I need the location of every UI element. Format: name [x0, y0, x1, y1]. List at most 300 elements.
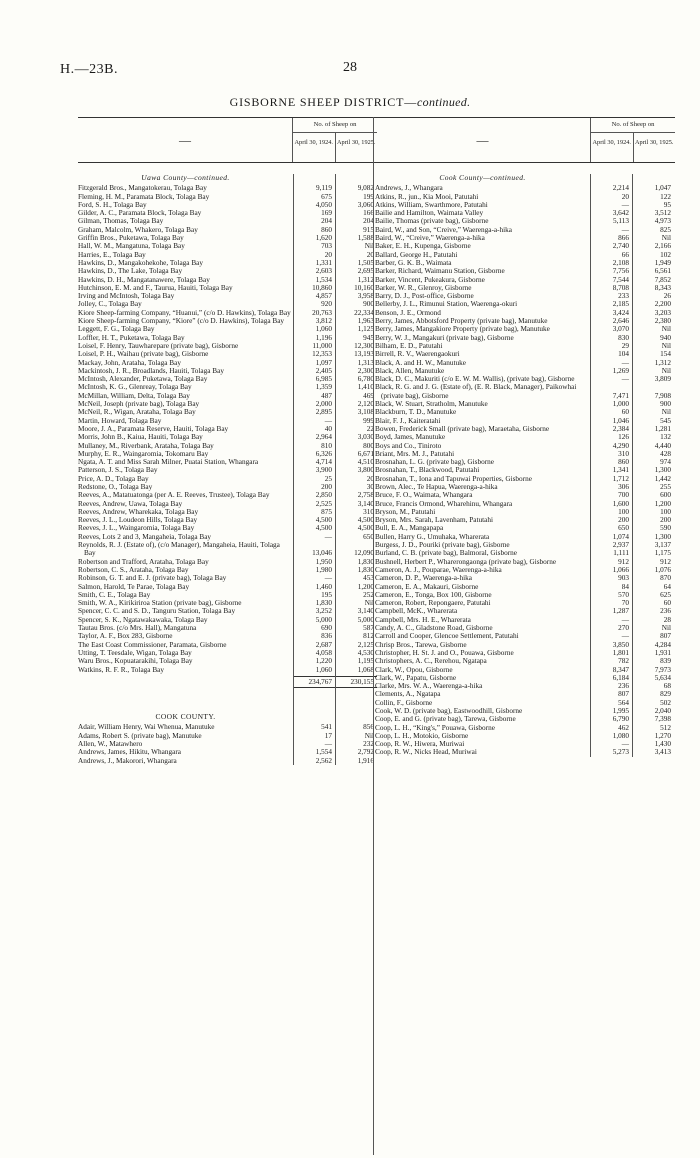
sheep-1925: 4,284 [654, 640, 671, 649]
table-row [78, 516, 377, 524]
sheep-1925: 3,809 [654, 375, 671, 384]
holder-name: Berry, James, Mangakiore Property (private bag), Manutuke [375, 325, 550, 334]
table-row [78, 408, 377, 416]
sheep-1924: 13,046 [312, 549, 332, 558]
sheep-1925: 4,500 [357, 524, 374, 533]
sheep-1925: 60 [663, 599, 671, 608]
table-row [375, 433, 675, 441]
sheep-1925: 12,300 [354, 341, 374, 350]
table-row [78, 259, 377, 267]
table-row [78, 251, 377, 259]
table-row [78, 483, 377, 491]
sheep-1925: 999 [363, 416, 374, 425]
holder-name: Black, W. Stuart, Stratholm, Manutuke [375, 400, 488, 409]
holder-name: Hawkins, D. H., Mangatanawere, Tolaga Bay [78, 275, 210, 284]
table-row [78, 400, 377, 408]
sheep-1925: 1,916 [357, 756, 374, 765]
holder-name: Cameron, A. J., Pouparae, Waerenga-a-hika [375, 565, 502, 574]
table-row [375, 375, 675, 383]
sheep-1925: 2,200 [654, 300, 671, 309]
sheep-1924: 920 [321, 300, 332, 309]
sheep-1925: 1,200 [357, 582, 374, 591]
holder-name: Reynolds, R. J. (Estate of), (c/o Manager), Mangaheia, Hauiti, Tolaga Bay [78, 541, 280, 558]
holder-name: Atkins, William, Swarthmore, Patutahi [375, 200, 488, 209]
holder-name: Benson, J. E., Ormond [375, 308, 441, 317]
left-rows-cook [78, 723, 377, 764]
sheep-1924: 70 [621, 599, 629, 608]
table-row [78, 367, 377, 375]
holder-name: Black, Allen, Manutuke [375, 366, 445, 375]
sheep-1924: 700 [618, 491, 629, 500]
table-row [375, 641, 675, 649]
table-row [78, 217, 377, 225]
sheep-1925: 900 [660, 400, 671, 409]
table-row [375, 500, 675, 508]
sheep-1925: 650 [363, 532, 374, 541]
sheep-1925: 1,047 [654, 184, 671, 193]
holder-name: Briant, Mrs. M. J., Patutahi [375, 449, 455, 458]
sheep-1925: Nil [661, 366, 671, 375]
sheep-1925: 12,090 [354, 549, 374, 558]
holder-name: Jolley, C., Tolaga Bay [78, 300, 142, 309]
holder-name: McIntosh, K. G., Glenreay, Tolaga Bay [78, 383, 192, 392]
sheep-1925: 22 [366, 424, 374, 433]
holder-name: Black, R. G. and J. G. (Estate of), (E. R. Black, Manager), Paikowhai (private bag), Gisborne [375, 383, 577, 400]
holder-name: Reeves, J. L., Loudeon Hills, Tolaga Bay [78, 516, 198, 525]
sheep-1925: 2,792 [357, 748, 374, 757]
table-row [78, 383, 377, 391]
sheep-1924: 6,790 [612, 715, 629, 724]
table-row [78, 500, 377, 508]
holder-name: Berry, W. J., Mangakuri (private bag), Gisborne [375, 333, 514, 342]
table-row [375, 234, 675, 242]
sheep-1924: 1,460 [315, 582, 332, 591]
sheep-1925: 807 [660, 632, 671, 641]
table-row [375, 383, 675, 400]
holder-name: Birrell, R. V., Waerengaokuri [375, 350, 460, 359]
sheep-1924: 7,471 [612, 391, 629, 400]
table-row [78, 334, 377, 342]
holder-name: Robinson, G. T. and E. J. (private bag), Tolaga Bay [78, 574, 227, 583]
table-header [78, 117, 377, 163]
table-row [78, 583, 377, 591]
sheep-1924: 1,950 [315, 557, 332, 566]
sheep-1924: 20 [621, 192, 629, 201]
table-row [78, 193, 377, 201]
holder-name: McNeil, R., Wigan, Arataha, Tolaga Bay [78, 408, 196, 417]
sheep-1924: — [324, 574, 332, 583]
total-1924: 234,767 [293, 676, 335, 688]
sheep-1925: 2,380 [654, 317, 671, 326]
table-row [375, 475, 675, 483]
table-row [78, 748, 377, 756]
sheep-1925: 839 [660, 657, 671, 666]
sheep-1925: Nil [661, 341, 671, 350]
sheep-1925: 825 [660, 225, 671, 234]
table-row [375, 342, 675, 350]
holder-name: Campbell, Mrs. H. E., Wharerata [375, 615, 471, 624]
holder-name: Hall, W. M., Mangatuna, Tolaga Bay [78, 242, 185, 251]
table-row [375, 309, 675, 317]
table-row [375, 259, 675, 267]
holder-name: Clements, A., Ngatapa [375, 690, 441, 699]
sheep-1925: 236 [660, 607, 671, 616]
holder-name: Coop, L. H., Motokio, Gisborne [375, 731, 469, 740]
sheep-1924: 1,980 [315, 565, 332, 574]
sheep-1924: 5,273 [612, 748, 629, 757]
sheep-1924: 84 [621, 582, 629, 591]
sheep-1925: 252 [363, 590, 374, 599]
holder-name: Smith, W. A., Kirikiriroa Station (private bag), Gisborne [78, 599, 242, 608]
table-row [78, 359, 377, 367]
table-row [78, 466, 377, 474]
sheep-1924: 1,712 [612, 474, 629, 483]
total-row [78, 676, 377, 688]
sheep-1924: 860 [618, 458, 629, 467]
table-row [78, 276, 377, 284]
sheep-1924: 2,405 [315, 366, 332, 375]
sheep-1925: 122 [660, 192, 671, 201]
sheep-1924: 1,220 [315, 657, 332, 666]
sheep-1924: 810 [321, 441, 332, 450]
holder-name: Baird, W., “Creive,” Waerenga-a-hika [375, 234, 485, 243]
sheep-1924: 541 [321, 723, 332, 732]
sheep-1925: 3,140 [357, 499, 374, 508]
sheep-1925: 1,300 [654, 532, 671, 541]
holder-name: Spencer, S. K., Ngatawakawaka, Tolaga Bay [78, 615, 208, 624]
table-row [78, 524, 377, 532]
page-title [0, 95, 700, 110]
holder-name: Coop, E. and G. (private bag), Tarewa, Gisborne [375, 715, 516, 724]
sheep-1924: 270 [618, 624, 629, 633]
sheep-1925: 3,512 [654, 209, 671, 218]
holder-name: Clark, W., Opou, Gisborne [375, 665, 453, 674]
sheep-1924: — [324, 740, 332, 748]
holder-name: Coop, R. W., Nicks Head, Muriwai [375, 748, 477, 757]
table-row [78, 300, 377, 308]
holder-name: Spencer, C. C. and S. D., Tanguru Station, Tolaga Bay [78, 607, 236, 616]
holder-name: Christophers, A. C., Rerehou, Ngatapa [375, 657, 487, 666]
holder-name: Mullaney, M., Riverbank, Arataha, Tolaga Bay [78, 441, 214, 450]
sheep-1924: 782 [618, 657, 629, 666]
table-row [78, 574, 377, 582]
sheep-1924: 4,500 [315, 516, 332, 525]
table-row [78, 317, 377, 325]
holder-name: Ballard, George H., Patutahi [375, 250, 458, 259]
holder-name: Loisel, P. H., Waihau (private bag), Gisborne [78, 350, 209, 359]
sheep-1925: 428 [660, 449, 671, 458]
table-row [78, 607, 377, 615]
holder-name: Irving and McIntosh, Tolaga Bay [78, 292, 175, 301]
table-row [78, 309, 377, 317]
table-row [375, 400, 675, 408]
holder-name: Harries, E., Tolaga Bay [78, 250, 146, 259]
holder-name: Martin, Howard, Tolaga Bay [78, 416, 162, 425]
sheep-1925: 1,068 [357, 665, 374, 674]
holder-name: Taylor, A. F., Box 283, Gisborne [78, 632, 173, 641]
sheep-1925: 453 [363, 574, 374, 583]
sheep-1924: 1,830 [315, 599, 332, 608]
sheep-1925: 912 [660, 557, 671, 566]
sheep-1925: 587 [363, 624, 374, 633]
sheep-1924: 40 [324, 424, 332, 433]
report-code: H.—23B. [60, 62, 118, 77]
sheep-1925: 3,030 [357, 433, 374, 442]
sheep-1924: 3,070 [612, 325, 629, 334]
table-row [375, 267, 675, 275]
table-row [78, 757, 377, 765]
holder-name: Barker, Richard, Waimanu Station, Gisborne [375, 267, 505, 276]
holder-name: Boyd, James, Manutuke [375, 433, 446, 442]
holder-name: Morris, John B., Kaiua, Hauiti, Tolaga Bay [78, 433, 203, 442]
table-row [375, 242, 675, 250]
table-row [375, 193, 675, 201]
table-row [375, 607, 675, 615]
table-row [375, 533, 675, 541]
table-row [375, 657, 675, 665]
sheep-1925: 1,300 [654, 466, 671, 475]
sheep-1925: 68 [663, 682, 671, 691]
sheep-1924: 6,985 [315, 375, 332, 384]
sheep-1925: 829 [660, 690, 671, 699]
sheep-1924: 903 [618, 574, 629, 583]
sheep-1925: Nil [661, 624, 671, 633]
holder-name: Reeves, J. L., Waingaromia, Tolaga Bay [78, 524, 195, 533]
sheep-1925: 2,695 [357, 267, 374, 276]
sheep-1924: 66 [621, 250, 629, 259]
table-row [375, 201, 675, 209]
sheep-1924: — [621, 225, 629, 234]
sheep-1925: 1,270 [654, 731, 671, 740]
table-row [375, 724, 675, 732]
sheep-1925: 3,958 [357, 292, 374, 301]
sheep-1925: 870 [660, 574, 671, 583]
table-row [78, 591, 377, 599]
group-header: No. of Sheep on [591, 118, 675, 133]
table-row [375, 292, 675, 300]
holder-name: Reeves, A., Matatuatonga (per A. E. Reeves, Trustee), Tolaga Bay [78, 491, 270, 500]
table-row [78, 201, 377, 209]
holder-name: Allen, W., Matawhero [78, 740, 143, 748]
holder-name: Clark, W., Papatu, Gisborne [375, 673, 457, 682]
sheep-1924: 836 [321, 632, 332, 641]
sheep-1925: 20 [366, 250, 374, 259]
sheep-1924: 2,214 [612, 184, 629, 193]
table-row [375, 715, 675, 723]
holder-name: Loisel, F. Henry, Tauwharepare (private bag), Gisborne [78, 341, 239, 350]
sheep-1924: — [621, 740, 629, 749]
holder-name: Collin, F., Gisborne [375, 698, 433, 707]
section-heading: Cook County—continued. [439, 173, 526, 182]
holder-name: Blair, F. J., Kaiteratahi [375, 416, 441, 425]
right-column [375, 117, 675, 1155]
table-header-right [375, 117, 675, 163]
table-row [78, 325, 377, 333]
table-row [375, 442, 675, 450]
table-row [375, 184, 675, 192]
sheep-1924: 29 [621, 341, 629, 350]
sheep-1924: — [621, 615, 629, 624]
sheep-1925: Nil [661, 234, 671, 243]
sheep-1924: 20 [324, 250, 332, 259]
sheep-1924: 1,359 [315, 383, 332, 392]
holder-name: Boys and Co., Tiniroto [375, 441, 442, 450]
sheep-1924: 1,801 [612, 648, 629, 657]
sheep-1924: 6,326 [315, 449, 332, 458]
table-row [375, 516, 675, 524]
sheep-1924: 1,600 [612, 499, 629, 508]
table-row [78, 417, 377, 425]
sheep-1925: 502 [660, 698, 671, 707]
page-number: 28 [343, 60, 357, 75]
table-row [78, 392, 377, 400]
sheep-1925: 3,137 [654, 541, 671, 550]
sheep-1925: 5,634 [654, 673, 671, 682]
sheep-1925: 945 [363, 333, 374, 342]
holder-name: Andrews, J., Whangara [375, 184, 443, 193]
holder-name: Baird, W., and Son, “Creive,” Waerenga-a-hika [375, 225, 512, 234]
table-row [78, 541, 377, 558]
sheep-1925: 7,908 [654, 391, 671, 400]
table-row [375, 300, 675, 308]
sheep-1924: 2,850 [315, 491, 332, 500]
right-rows [375, 184, 675, 756]
header-dash: — [375, 118, 591, 162]
sheep-1925: 800 [363, 441, 374, 450]
sheep-1924: 9,119 [315, 184, 332, 193]
sheep-1925: 3,140 [357, 607, 374, 616]
table-row [78, 450, 377, 458]
sheep-1924: 4,050 [315, 200, 332, 209]
right-table-body [375, 174, 675, 757]
sheep-1925: 6,780 [357, 375, 374, 384]
sheep-1925: 1,281 [654, 424, 671, 433]
holder-name: Bryson, M., Patutahi [375, 507, 436, 516]
table-row [78, 599, 377, 607]
table-row [78, 616, 377, 624]
sheep-1925: 2,166 [654, 242, 671, 251]
table-row [78, 226, 377, 234]
table-row [78, 740, 377, 748]
sheep-1925: 6,671 [357, 449, 374, 458]
left-column [78, 117, 377, 1155]
sheep-1925: Nil [364, 599, 374, 608]
table-row [78, 558, 377, 566]
holder-name: Brosnahan, L. G. (private bag), Gisborne [375, 458, 494, 467]
table-row [375, 682, 675, 690]
holder-name: Griffin Bros., Puketawa, Tolaga Bay [78, 234, 184, 243]
holder-name: Brosnahan, T., Iona and Tapuwai Properties, Gisborne [375, 474, 532, 483]
sheep-1925: 2,040 [654, 707, 671, 715]
sheep-1925: 26 [663, 292, 671, 301]
sheep-1924: 2,740 [612, 242, 629, 251]
table-row [375, 450, 675, 458]
sheep-1925: 2,125 [357, 640, 374, 649]
holder-name: Clarke, Mrs. W. A., Waerenga-a-hika [375, 682, 483, 691]
table-row [78, 292, 377, 300]
sheep-1925: 3,108 [357, 408, 374, 417]
sheep-1924: 2,937 [612, 541, 629, 550]
table-row [375, 408, 675, 416]
sheep-1924: 2,108 [612, 258, 629, 267]
holder-name: The East Coast Commissioner, Paramata, Gisborne [78, 640, 227, 649]
sheep-1925: 10,160 [354, 283, 374, 292]
holder-name: Andrews, James, Hikitu, Whangara [78, 748, 181, 757]
sheep-1925: 812 [363, 632, 374, 641]
sheep-1924: 1,341 [612, 466, 629, 475]
sheep-1925: 915 [363, 225, 374, 234]
sheep-1925: 28 [663, 615, 671, 624]
table-row [78, 657, 377, 665]
sheep-1925: 1,963 [357, 317, 374, 326]
sheep-1924: 570 [618, 590, 629, 599]
table-row [78, 342, 377, 350]
holder-name: Brosnahan, T., Blackwood, Patutahi [375, 466, 480, 475]
table-row [375, 251, 675, 259]
sheep-1924: 4,290 [612, 441, 629, 450]
sheep-1924: 1,995 [612, 707, 629, 715]
sheep-1924: 830 [618, 333, 629, 342]
sheep-1924: 104 [618, 350, 629, 359]
holder-name: Coop, R. W., Hiwera, Muriwai [375, 740, 465, 749]
holder-name: Patterson, J. S., Tolaga Bay [78, 466, 158, 475]
sheep-1924: 3,642 [612, 209, 629, 218]
holder-name: Murphy, E. R., Waingaromia, Tokomaru Bay [78, 449, 209, 458]
sheep-1925: 545 [660, 416, 671, 425]
table-row [375, 541, 675, 549]
sheep-1924: 2,562 [315, 756, 332, 765]
sheep-1924: 4,857 [315, 292, 332, 301]
sheep-1925: 1,949 [654, 258, 671, 267]
sheep-1924: 564 [618, 698, 629, 707]
holder-name: Mackay, John, Arataha, Tolaga Bay [78, 358, 181, 367]
table-row [375, 674, 675, 682]
sheep-1925: 1,830 [357, 557, 374, 566]
table-row [375, 616, 675, 624]
holder-name: Waru Bros., Kopuatarakihi, Tolaga Bay [78, 657, 193, 666]
sheep-1925: 1,125 [357, 325, 374, 334]
table-row [375, 367, 675, 375]
table-row [78, 375, 377, 383]
section-heading-cook: COOK COUNTY. [155, 712, 216, 722]
left-table-body [78, 174, 377, 765]
table-row [78, 284, 377, 292]
sheep-1925: 1,830 [357, 565, 374, 574]
sheep-1924: 1,554 [315, 748, 332, 757]
sheep-1925: 64 [663, 582, 671, 591]
sheep-1925: 3,413 [654, 748, 671, 757]
sheep-1924: 5,000 [315, 615, 332, 624]
sheep-1924: 1,074 [612, 532, 629, 541]
sheep-1925: 600 [660, 491, 671, 500]
sheep-1925: 4,973 [654, 217, 671, 226]
holder-name: Black, A. and H. W., Manutuke [375, 358, 467, 367]
sheep-1925: 310 [363, 507, 374, 516]
sheep-1924: 2,895 [315, 408, 332, 417]
table-row [375, 425, 675, 433]
sheep-1925: 1,195 [357, 657, 374, 666]
table-row [375, 350, 675, 358]
table-row [375, 599, 675, 607]
sheep-1924: 2,185 [612, 300, 629, 309]
sheep-1924: 1,046 [612, 416, 629, 425]
table-row [375, 359, 675, 367]
table-row [78, 350, 377, 358]
sheep-1924: 462 [618, 723, 629, 732]
holder-name: Hawkins, D., Mangakohekohe, Tolaga Bay [78, 258, 203, 267]
table-row [375, 226, 675, 234]
sheep-1925: 4,530 [357, 648, 374, 657]
